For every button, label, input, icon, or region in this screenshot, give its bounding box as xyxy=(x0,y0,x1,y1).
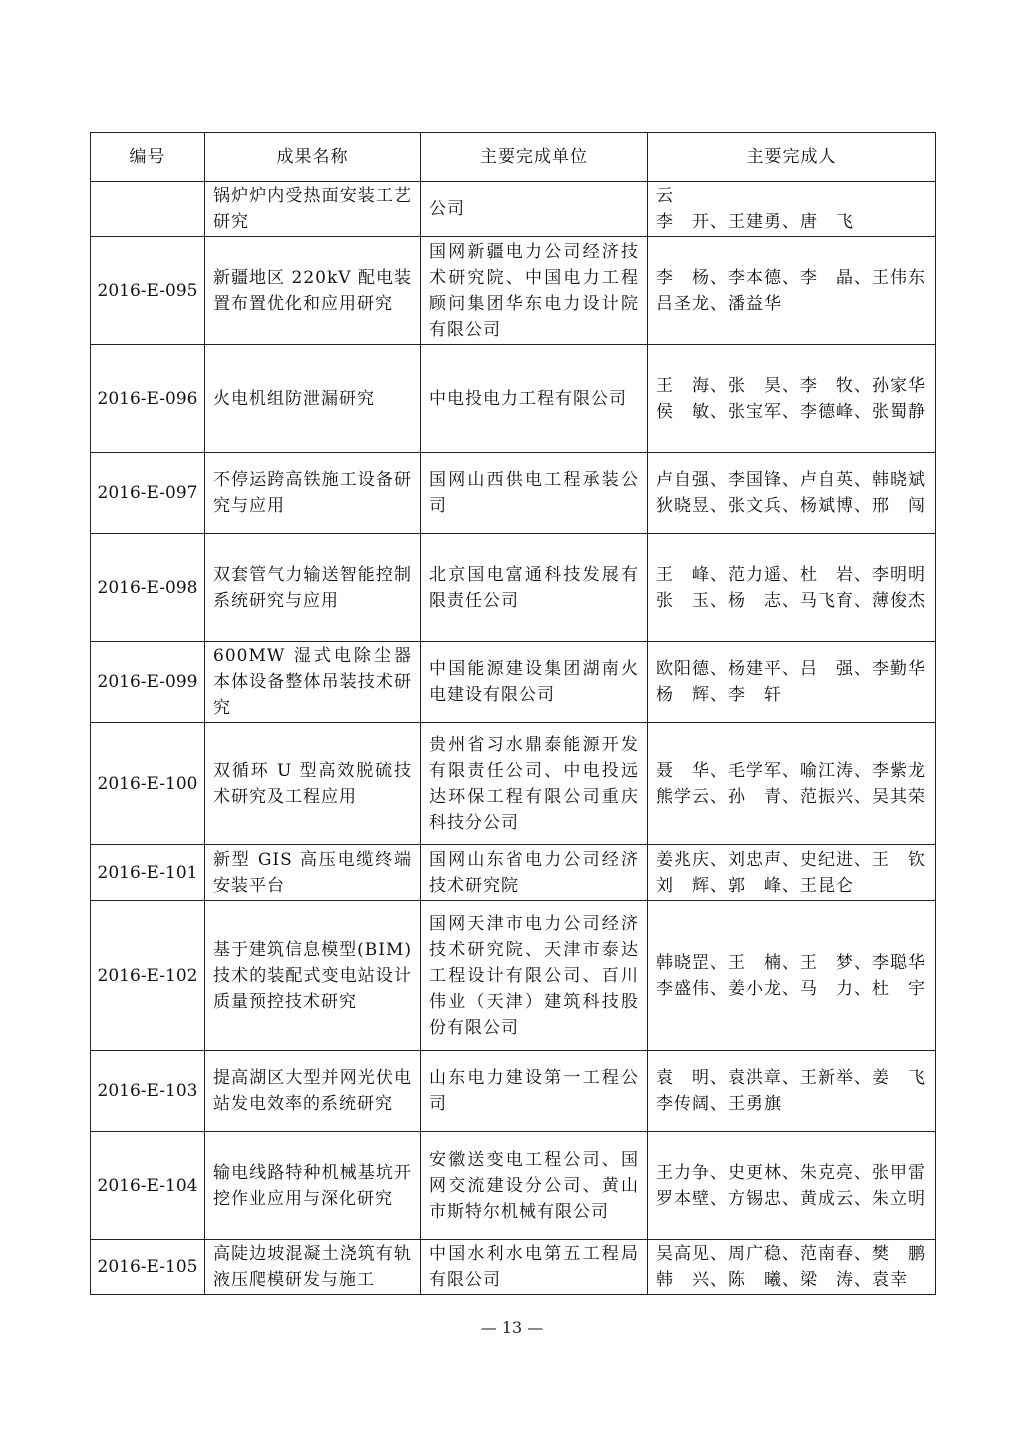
people-line: 李 杨、李本德、李 晶、王伟东 xyxy=(656,267,926,288)
cell-unit: 中国水利水电第五工程局有限公司 xyxy=(421,1240,648,1295)
cell-unit: 中电投电力工程有限公司 xyxy=(421,345,648,453)
cell-name: 火电机组防泄漏研究 xyxy=(205,345,421,453)
cell-people xyxy=(648,1240,936,1295)
people-line: 刘 辉、郭 峰、王昆仑 xyxy=(656,875,854,896)
people-line: 李 开、王建勇、唐 飞 xyxy=(656,212,854,232)
cell-id: 2016-E-102 xyxy=(91,901,205,1051)
cell-name: 新型 GIS 高压电缆终端安装平台 xyxy=(205,845,421,901)
cell-unit: 国网山东省电力公司经济技术研究院 xyxy=(421,845,648,901)
cell-unit: 国网新疆电力公司经济技术研究院、中国电力工程顾问集团华东电力设计院有限公司 xyxy=(421,237,648,345)
cell-unit: 国网山西供电工程承装公司 xyxy=(421,453,648,534)
cell-id: 2016-E-095 xyxy=(91,237,205,345)
people-line: 袁 明、袁洪章、王新举、姜 飞 xyxy=(656,1068,926,1088)
cell-name: 双循环 U 型高效脱硫技术研究及工程应用 xyxy=(205,723,421,845)
table-row xyxy=(91,845,936,901)
people-line: 姜兆庆、刘忠声、史纪进、王 钦 xyxy=(656,849,926,870)
people-line: 侯 敏、张宝军、李德峰、张蜀静 xyxy=(656,401,926,422)
cell-name: 基于建筑信息模型(BIM)技术的装配式变电站设计质量预控技术研究 xyxy=(205,901,421,1051)
cell-id: 2016-E-097 xyxy=(91,453,205,534)
table-row xyxy=(91,642,936,723)
cell-unit: 国网天津市电力公司经济技术研究院、天津市泰达工程设计有限公司、百川伟业（天津）建筑科技股份有限公司 xyxy=(421,901,648,1051)
cell-id: 2016-E-101 xyxy=(91,845,205,901)
header-people: 主要完成人 xyxy=(648,133,936,182)
cell-people xyxy=(648,453,936,534)
cell-people xyxy=(648,642,936,723)
cell-name: 提高湖区大型并网光伏电站发电效率的系统研究 xyxy=(205,1051,421,1132)
cell-unit: 安徽送变电工程公司、国网交流建设分公司、黄山市斯特尔机械有限公司 xyxy=(421,1132,648,1240)
table-header-row xyxy=(91,133,936,182)
cell-name: 输电线路特种机械基坑开挖作业应用与深化研究 xyxy=(205,1132,421,1240)
cell-unit: 中国能源建设集团湖南火电建设有限公司 xyxy=(421,642,648,723)
cell-id: 2016-E-103 xyxy=(91,1051,205,1132)
table-row xyxy=(91,1132,936,1240)
cell-id: 2016-E-098 xyxy=(91,534,205,642)
cell-name: 新疆地区 220kV 配电装置布置优化和应用研究 xyxy=(205,237,421,345)
cell-id: 2016-E-099 xyxy=(91,642,205,723)
cell-id: 2016-E-096 xyxy=(91,345,205,453)
awards-table xyxy=(90,132,936,1295)
cell-people xyxy=(648,901,936,1051)
cell-unit: 北京国电富通科技发展有限责任公司 xyxy=(421,534,648,642)
header-id: 编号 xyxy=(91,133,205,182)
cell-name: 高陡边坡混凝土浇筑有轨液压爬模研发与施工 xyxy=(205,1240,421,1295)
cell-unit: 贵州省习水鼎泰能源开发有限责任公司、中电投远达环保工程有限公司重庆科技分公司 xyxy=(421,723,648,845)
people-line: 韩晓罡、王 楠、王 梦、李聪华 xyxy=(656,952,926,973)
table-row xyxy=(91,453,936,534)
people-line: 吕圣龙、潘益华 xyxy=(656,293,782,314)
people-line: 熊学云、孙 青、范振兴、吴其荣 xyxy=(656,786,926,807)
cell-id: 2016-E-100 xyxy=(91,723,205,845)
header-unit: 主要完成单位 xyxy=(421,133,648,182)
cell-people xyxy=(648,182,936,237)
people-line: 卢自强、李国锋、卢自英、韩晓斌 xyxy=(656,470,926,490)
cell-name: 600MW 湿式电除尘器本体设备整体吊装技术研究 xyxy=(205,642,421,723)
cell-people xyxy=(648,723,936,845)
people-line: 王力争、史更林、朱克亮、张甲雷 xyxy=(656,1162,926,1183)
header-name: 成果名称 xyxy=(205,133,421,182)
cell-name: 双套管气力输送智能控制系统研究与应用 xyxy=(205,534,421,642)
people-line: 杨 辉、李 轩 xyxy=(656,685,782,705)
people-line: 云 xyxy=(656,186,674,206)
table-row xyxy=(91,182,936,237)
people-line: 吴高见、周广稳、范南春、樊 鹏 xyxy=(656,1244,926,1264)
table-row xyxy=(91,345,936,453)
people-line: 王 海、张 昊、李 牧、孙家华 xyxy=(656,375,926,396)
cell-id: 2016-E-104 xyxy=(91,1132,205,1240)
table-row xyxy=(91,901,936,1051)
page-number: — 13 — xyxy=(480,1318,544,1337)
cell-name: 锅炉炉内受热面安装工艺研究 xyxy=(205,182,421,237)
people-line: 李传阔、王勇旗 xyxy=(656,1094,782,1114)
cell-unit: 山东电力建设第一工程公司 xyxy=(421,1051,648,1132)
cell-name: 不停运跨高铁施工设备研究与应用 xyxy=(205,453,421,534)
people-line: 张 玉、杨 志、马飞育、薄俊杰 xyxy=(656,590,926,611)
cell-people xyxy=(648,345,936,453)
cell-id xyxy=(91,182,205,237)
people-line: 欧阳德、杨建平、吕 强、李勤华 xyxy=(656,659,926,679)
people-line: 聂 华、毛学军、喻江涛、李紫龙 xyxy=(656,760,926,781)
cell-people xyxy=(648,1132,936,1240)
table-row xyxy=(91,1240,936,1295)
people-line: 王 峰、范力遥、杜 岩、李明明 xyxy=(656,564,926,585)
people-line: 韩 兴、陈 曦、梁 涛、袁幸 xyxy=(656,1270,908,1290)
cell-people xyxy=(648,845,936,901)
people-line: 罗本壁、方锡忠、黄成云、朱立明 xyxy=(656,1188,926,1209)
table-row xyxy=(91,723,936,845)
cell-people xyxy=(648,237,936,345)
table-row xyxy=(91,534,936,642)
table-row xyxy=(91,237,936,345)
cell-people xyxy=(648,534,936,642)
table-body xyxy=(91,182,936,1295)
cell-unit: 公司 xyxy=(421,182,648,237)
cell-people xyxy=(648,1051,936,1132)
people-line: 李盛伟、姜小龙、马 力、杜 宇 xyxy=(656,978,926,999)
cell-id: 2016-E-105 xyxy=(91,1240,205,1295)
people-line: 狄晓昱、张文兵、杨斌博、邢 闯 xyxy=(656,496,926,516)
table-row xyxy=(91,1051,936,1132)
